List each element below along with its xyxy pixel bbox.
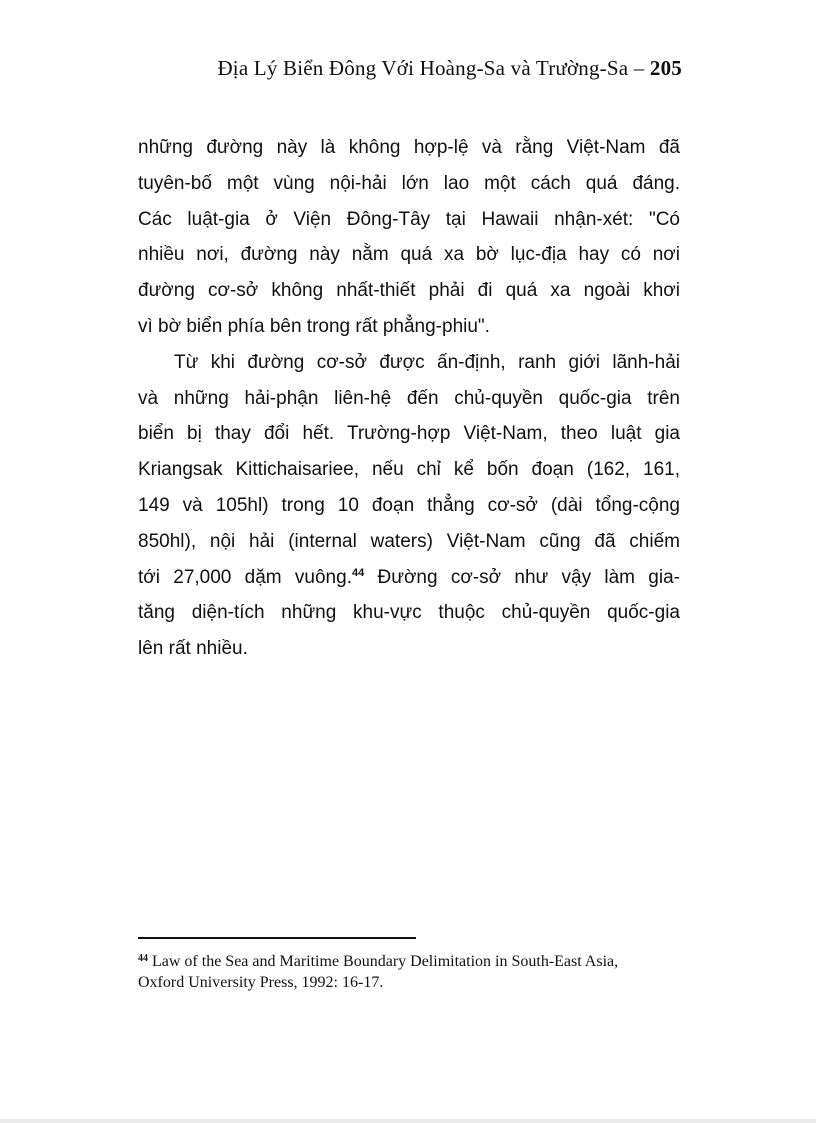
footnote-reference[interactable]: 44 bbox=[351, 566, 365, 579]
text-line: lên rất nhiều. bbox=[138, 638, 248, 660]
text-line: 149 và 105hl) trong 10 đoạn thẳng cơ-sở (dài tổng-cộng bbox=[138, 494, 680, 516]
page-number: 205 bbox=[649, 56, 682, 80]
text-line: đường cơ-sở không nhất-thiết phải đi quá xa ngoài khơi bbox=[138, 280, 680, 302]
text-line: tuyên-bố một vùng nội-hải lớn lao một cách quá đáng. bbox=[138, 172, 680, 194]
text-line-with-footnote-ref bbox=[138, 560, 680, 596]
footnote-text: Law of the Sea and Maritime Boundary Delimitation in South-East Asia, bbox=[152, 953, 619, 970]
text-line: và những hải-phận liên-hệ đến chủ-quyền quốc-gia trên bbox=[138, 387, 680, 409]
text-line: tăng diện-tích những khu-vực thuộc chủ-quyền quốc-gia bbox=[138, 602, 680, 624]
paragraph-2 bbox=[138, 345, 680, 667]
text-line: Các luật-gia ở Viện Đông-Tây tại Hawaii nhận-xét: "Có bbox=[138, 208, 680, 230]
text-line: vì bờ biển phía bên trong rất phẳng-phiu". bbox=[138, 315, 490, 337]
footnote-separator bbox=[138, 937, 416, 939]
footnote-marker: 44 bbox=[138, 953, 148, 964]
footnote-line bbox=[138, 951, 678, 972]
body-text bbox=[138, 130, 680, 667]
text-line: 850hl), nội hải (internal waters) Việt-Nam cũng đã chiếm bbox=[138, 530, 680, 552]
text-segment: Đường cơ-sở như vậy làm gia- bbox=[364, 566, 680, 588]
paragraph-1 bbox=[138, 130, 680, 345]
text-line: biển bị thay đổi hết. Trường-hợp Việt-Nam, theo luật gia bbox=[138, 423, 680, 445]
footnote bbox=[138, 951, 678, 993]
text-line: những đường này là không hợp-lệ và rằng Việt-Nam đã bbox=[138, 137, 680, 158]
text-line: Từ khi đường cơ-sở được ấn-định, ranh giới lãnh-hải bbox=[174, 351, 680, 373]
running-header bbox=[217, 56, 682, 81]
text-line: nhiều nơi, đường này nằm quá xa bờ lục-địa hay có nơi bbox=[138, 244, 680, 266]
text-line: Kriangsak Kittichaisariee, nếu chỉ kể bốn đoạn (162, 161, bbox=[138, 459, 680, 481]
book-title: Địa Lý Biển Đông Với Hoàng-Sa và Trường-Sa – bbox=[217, 56, 645, 80]
text-segment: tới 27,000 dặm vuông. bbox=[138, 566, 352, 588]
footnote-line: Oxford University Press, 1992: 16-17. bbox=[138, 974, 384, 991]
page-bottom-edge bbox=[0, 1119, 816, 1123]
